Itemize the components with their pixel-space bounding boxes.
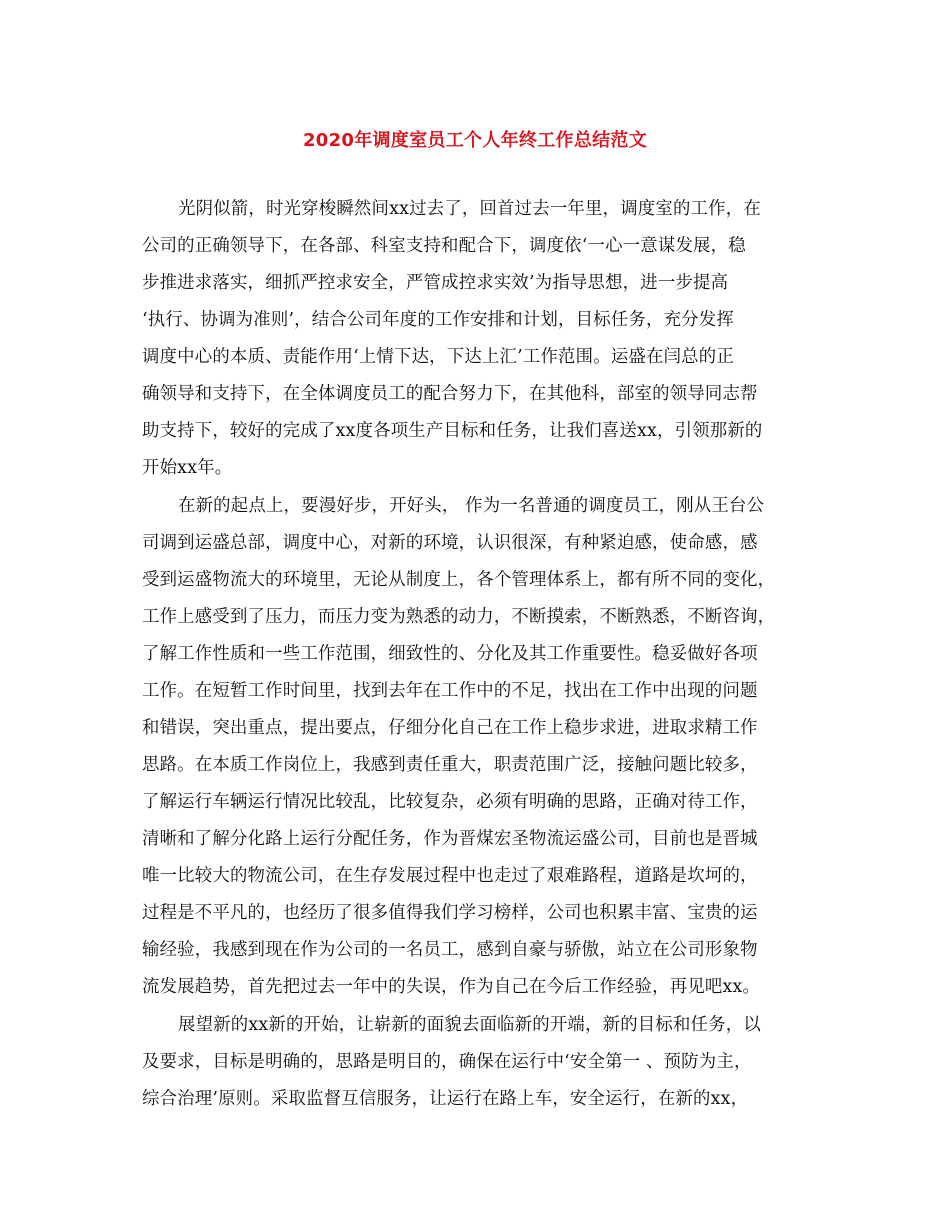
paragraph-1-line-7: 助支持下，较好的完成了xx度各项生产目标和任务，让我们喜送xx，引领那新的 [142,421,763,441]
paragraph-2-line-11: 唯一比较大的物流公司，在生存发展过程中也走过了艰难路程，道路是坎坷的， [142,866,758,886]
paragraph-1-line-2: 公司的正确领导下，在各部、科室支持和配合下，调度依‘一心一意谋发展，稳 [142,236,746,256]
paragraph-2-line-9: 了解运行车辆运行情况比较乱，比较复杂，必须有明确的思路，正确对待工作， [142,792,758,812]
paragraph-2-line-10: 清晰和了解分化路上运行分配任务，作为晋煤宏圣物流运盛公司，目前也是晋城 [142,829,758,849]
paragraph-2-line-5: 了解工作性质和一些工作范围，细致性的、分化及其工作重要性。稳妥做好各项 [142,644,758,664]
paragraph-2-line-8: 思路。在本质工作岗位上，我感到责任重大，职责范围广泛，接触问题比较多， [142,755,758,775]
paragraph-2-line-14: 流发展趋势，首先把过去一年中的失误，作为自己在今后工作经验，再见吧xx。 [142,977,761,997]
paragraph-1-line-1: 光阴似箭，时光穿梭瞬然间xx过去了，回首过去一年里，调度室的工作，在 [178,199,761,219]
paragraph-2-line-12: 过程是不平凡的，也经历了很多值得我们学习榜样，公司也积累丰富、宝贵的运 [142,903,758,923]
paragraph-2-line-3: 受到运盛物流大的环境里，无论从制度上，各个管理体系上，都有所不同的变化， [142,570,776,590]
paragraph-3-line-2: 及要求，目标是明确的，思路是明目的，确保在运行中‘安全第一 、预防为主， [142,1052,752,1072]
paragraph-3-line-3: 综合治理’原则。采取监督互信服务，让运行在路上车，安全运行，在新的xx， [142,1089,749,1109]
paragraph-2-line-1: 在新的起点上，要漫好步，开好头， 作为一名普通的调度员工，刚从王台公 [178,496,765,516]
paragraph-2-line-6: 工作。在短暂工作时间里，找到去年在工作中的不足，找出在工作中出现的问题 [142,681,758,701]
paragraph-1-line-8: 开始xx年。 [142,458,233,478]
paragraph-1-line-6: 确领导和支持下，在全体调度员工的配合努力下，在其他科，部室的领导同志帮 [142,384,758,404]
paragraph-1-line-3: 步推进求落实，细抓严控求安全，严管成控求实效’为指导思想，进一步提高 [142,273,729,293]
paragraph-1-line-4: ‘执行、协调为准则’，结合公司年度的工作安排和计划，目标任务，充分发挥 [142,310,734,330]
paragraph-2-line-2: 司调到运盛总部，调度中心，对新的环境，认识很深，有种紧迫感，使命感，感 [142,533,758,553]
document-title: 2020年调度室员工个人年终工作总结范文 [302,130,648,151]
paragraph-2-line-13: 输经验，我感到现在作为公司的一名员工，感到自豪与骄傲，站立在公司形象物 [142,940,758,960]
paragraph-3-line-1: 展望新的xx新的开始，让崭新的面貌去面临新的开端，新的目标和任务，以 [178,1015,761,1035]
paragraph-2-line-4: 工作上感受到了压力，而压力变为熟悉的动力，不断摸索，不断熟悉，不断咨询， [142,607,776,627]
paragraph-2-line-7: 和错误，突出重点，提出要点，仔细分化自己在工作上稳步求进，进取求精工作 [142,718,758,738]
paragraph-1-line-5: 调度中心的本质、责能作用‘上情下达，下达上汇’工作范围。运盛在闫总的正 [142,347,734,367]
